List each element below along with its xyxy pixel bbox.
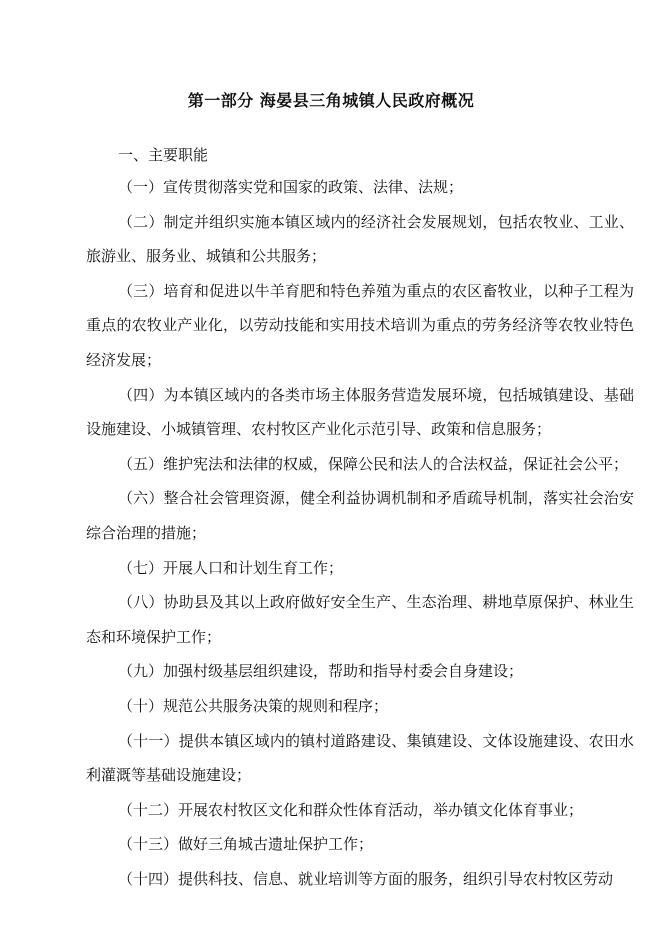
paragraph: （十一）提供本镇区域内的镇村道路建设、集镇建设、文体设施建设、农田水利灌溉等基础设施建设； [86,731,634,785]
body-text [86,170,634,896]
paragraph: （十）规范公共服务决策的规则和程序； [118,696,389,715]
paragraph: （八）协助县及其以上政府做好安全生产、生态治理、耕地草原保护、林业生态和环境保护工作； [86,593,634,646]
paragraph: （一）宣传贯彻落实党和国家的政策、法律、法规； [118,178,464,196]
paragraph: （六）整合社会管理资源，健全利益协调机制和矛盾疏导机制，落实社会治安综合治理的措施； [86,489,634,542]
paragraph: （十四）提供科技、信息、就业培训等方面的服务，组织引导农村牧区劳动 [118,869,614,888]
page-title: 第一部分 海晏县三角城镇人民政府概况 [187,91,475,110]
section-heading: 一、主要职能 [118,146,209,164]
paragraph: （五）维护宪法和法律的权威，保障公民和法人的合法权益，保证社会公平； [118,454,629,473]
paragraph: （四）为本镇区域内的各类市场主体服务营造发展环境，包括城镇建设、基础设施建设、小城镇管理、农村牧区产业化示范引导、政策和信息服务； [86,385,634,439]
paragraph: （十二）开展农村牧区文化和群众性体育活动，举办镇文化体育事业； [118,800,584,819]
paragraph: （九）加强村级基层组织建设，帮助和指导村委会自身建设； [118,662,524,681]
paragraph: （二）制定并组织实施本镇区域内的经济社会发展规划，包括农牧业、工业、旅游业、服务业、城镇和公共服务； [86,212,634,266]
paragraph: （七）开展人口和计划生育工作； [118,558,344,577]
paragraph: （十三）做好三角城古遗址保护工作； [118,835,374,854]
paragraph: （三）培育和促进以牛羊育肥和特色养殖为重点的农区畜牧业，以种子工程为重点的农牧业产业化，以劳动技能和实用技术培训为重点的劳务经济等农牧业特色经济发展； [86,281,634,369]
